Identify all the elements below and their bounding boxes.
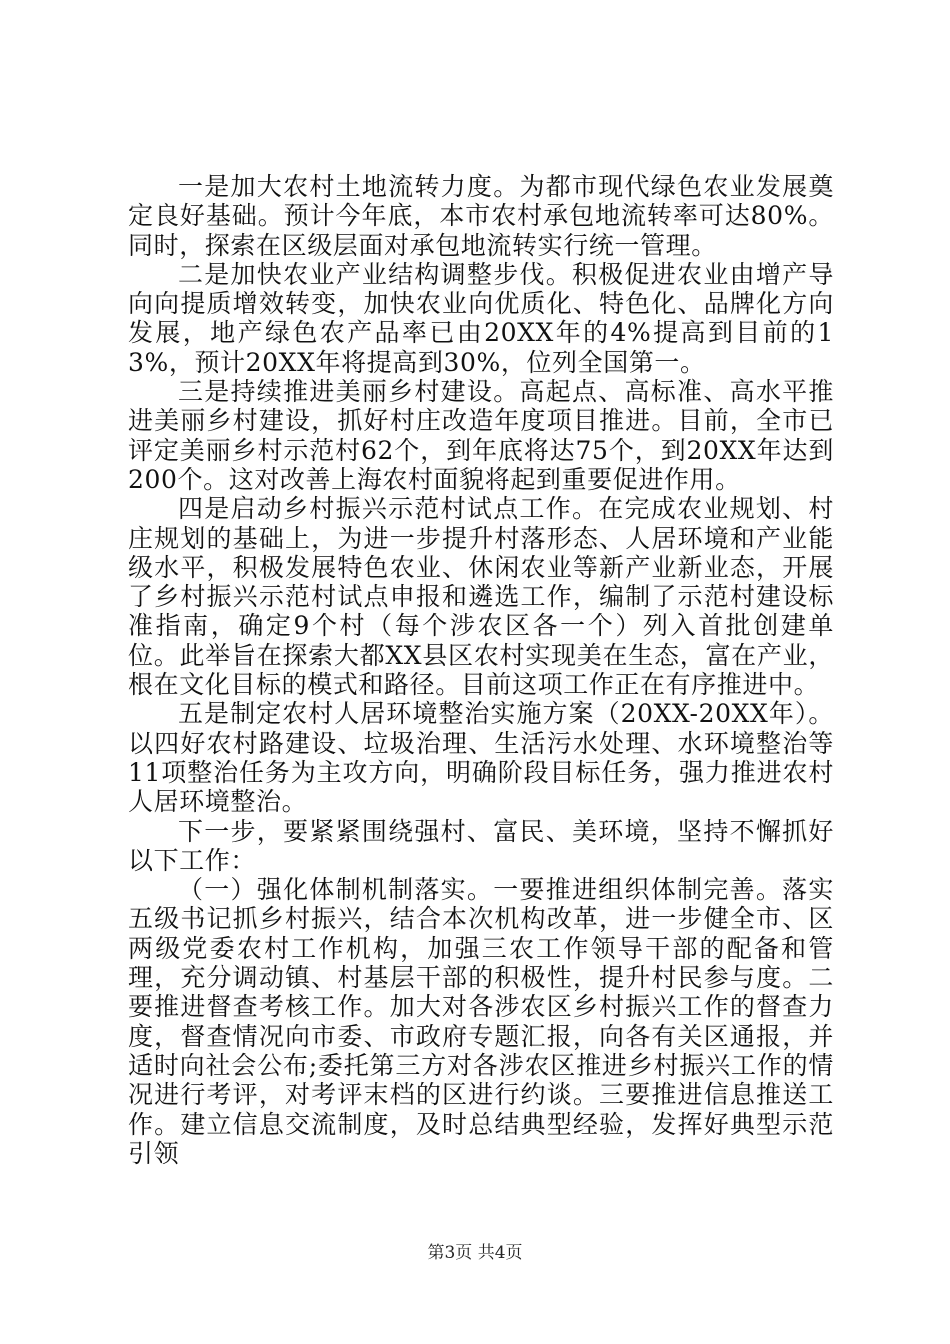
paragraph-4: 四是启动乡村振兴示范村试点工作。在完成农业规划、村庄规划的基础上，为进一步提升村落形态、人居环境和产业能级水平，积极发展特色农业、休闲农业等新产业新业态，开展了乡村振兴示范村试点申报和遴选工作，编制了示范村建设标准指南，确定9个村（每个涉农区各一个）列入首批创建单位。此举旨在探索大都XX县区农村实现美在生态，富在产业，根在文化目标的模式和路径。目前这项工作正在有序推进中。 xyxy=(128,494,834,700)
paragraph-3: 三是持续推进美丽乡村建设。高起点、高标准、高水平推进美丽乡村建设，抓好村庄改造年度项目推进。目前，全市已评定美丽乡村示范村62个，到年底将达75个，到20XX年达到200个。这对改善上海农村面貌将起到重要促进作用。 xyxy=(128,377,834,494)
paragraph-7: （一）强化体制机制落实。一要推进组织体制完善。落实五级书记抓乡村振兴，结合本次机构改革，进一步健全市、区两级党委农村工作机构，加强三农工作领导干部的配备和管理，充分调动镇、村基层干部的积极性，提升村民参与度。二要推进督查考核工作。加大对各涉农区乡村振兴工作的督查力度，督查情况向市委、市政府专题汇报，向各有关区通报，并适时向社会公布;委托第三方对各涉农区推进乡村振兴工作的情况进行考评，对考评末档的区进行约谈。三要推进信息推送工作。建立信息交流制度，及时总结典型经验，发挥好典型示范引领 xyxy=(128,875,834,1168)
paragraph-1: 一是加大农村土地流转力度。为都市现代绿色农业发展奠定良好基础。预计今年底，本市农村承包地流转率可达80%。同时，探索在区级层面对承包地流转实行统一管理。 xyxy=(128,172,834,260)
document-body xyxy=(128,172,834,1168)
paragraph-5: 五是制定农村人居环境整治实施方案（20XX-20XX年）。以四好农村路建设、垃圾治理、生活污水处理、水环境整治等11项整治任务为主攻方向，明确阶段目标任务，强力推进农村人居环境整治。 xyxy=(128,699,834,817)
paragraph-6: 下一步，要紧紧围绕强村、富民、美环境，坚持不懈抓好以下工作： xyxy=(128,816,834,875)
paragraph-2: 二是加快农业产业结构调整步伐。积极促进农业由增产导向向提质增效转变，加快农业向优质化、特色化、品牌化方向发展，地产绿色农产品率已由20XX年的4%提高到目前的13%，预计20XX年将提高到30%，位列全国第一。 xyxy=(128,259,834,377)
page-number-footer: 第3页 共4页 xyxy=(427,1243,523,1263)
